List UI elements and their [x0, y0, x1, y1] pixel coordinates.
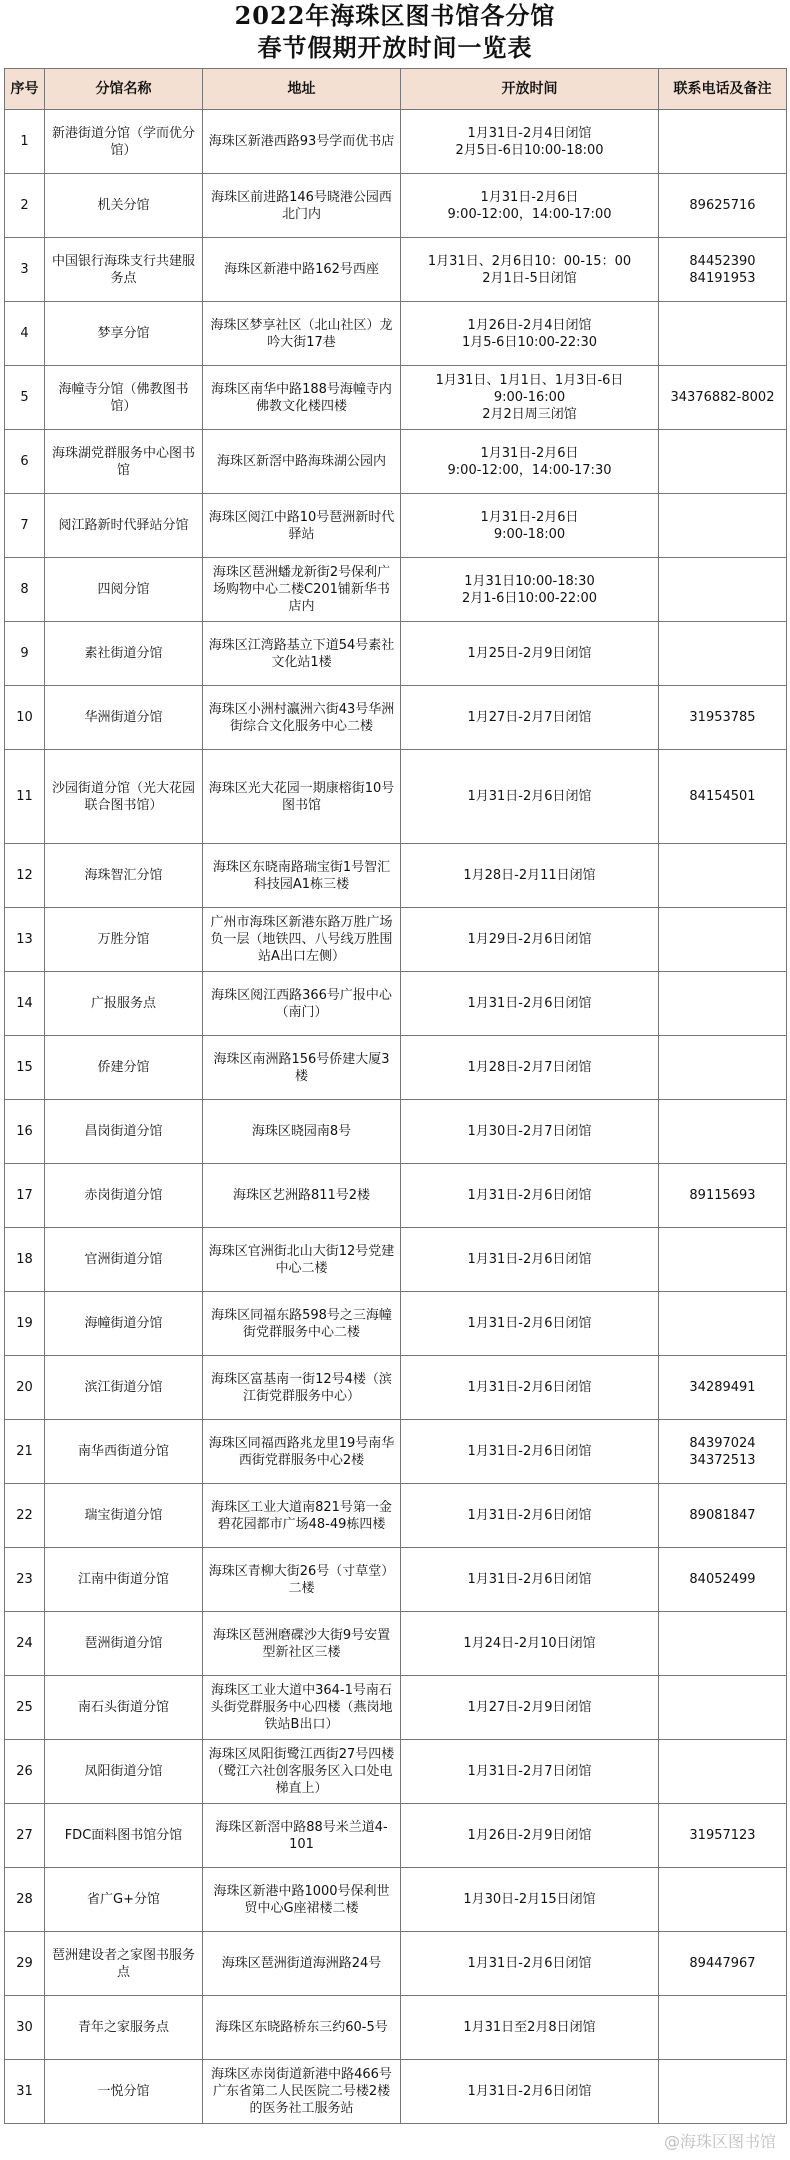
table-cell-name: 广报服务点	[45, 972, 203, 1036]
table-cell-no: 4	[5, 302, 45, 366]
table-row	[5, 1420, 787, 1484]
table-cell-hours: 1月31日-2月6日闭馆	[401, 1292, 659, 1356]
table-cell-address: 海珠区琶洲街道海洲路24号	[203, 1932, 401, 1996]
table-cell-no: 28	[5, 1868, 45, 1932]
table-cell-name: 海幢街道分馆	[45, 1292, 203, 1356]
table-cell-name: 江南中街道分馆	[45, 1548, 203, 1612]
table-cell-hours: 1月31日-2月6日闭馆	[401, 1356, 659, 1420]
table-row	[5, 1996, 787, 2060]
table-cell-hours: 1月31日-2月6日闭馆	[401, 1420, 659, 1484]
table-row	[5, 1292, 787, 1356]
table-cell-no: 23	[5, 1548, 45, 1612]
table-row	[5, 1100, 787, 1164]
table-cell-address: 海珠区赤岗街道新港中路466号广东省第二人民医院二号楼2楼的医务社工服务站	[203, 2060, 401, 2124]
table-cell-name: 昌岗街道分馆	[45, 1100, 203, 1164]
table-row	[5, 2060, 787, 2124]
table-cell-hours: 1月31日-2月6日闭馆	[401, 1164, 659, 1228]
table-cell-hours: 1月28日-2月7日闭馆	[401, 1036, 659, 1100]
table-cell-name: 省广G+分馆	[45, 1868, 203, 1932]
table-cell-no: 12	[5, 844, 45, 908]
table-cell-no: 20	[5, 1356, 45, 1420]
table-cell-hours: 1月31日至2月8日闭馆	[401, 1996, 659, 2060]
watermark: @海珠区图书馆	[663, 2132, 776, 2151]
table-cell-address: 海珠区官洲街北山大街12号党建中心二楼	[203, 1228, 401, 1292]
table-body	[5, 110, 787, 2124]
table-cell-address: 海珠区阅江中路10号琶洲新时代驿站	[203, 494, 401, 558]
table-cell-contact: 89081847	[659, 1484, 787, 1548]
table-cell-no: 29	[5, 1932, 45, 1996]
table-cell-contact	[659, 972, 787, 1036]
table-cell-contact: 34376882-8002	[659, 366, 787, 430]
table-cell-address: 海珠区南洲路156号侨建大厦3楼	[203, 1036, 401, 1100]
table-cell-name: 侨建分馆	[45, 1036, 203, 1100]
table-cell-hours: 1月31日-2月6日 9:00-18:00	[401, 494, 659, 558]
table-cell-no: 3	[5, 238, 45, 302]
table-cell-name: 素社街道分馆	[45, 622, 203, 686]
table-cell-contact	[659, 1036, 787, 1100]
table-cell-contact: 89115693	[659, 1164, 787, 1228]
table-cell-no: 19	[5, 1292, 45, 1356]
page-subtitle: 春节假期开放时间一览表	[257, 33, 533, 62]
table-cell-hours: 1月24日-2月10日闭馆	[401, 1612, 659, 1676]
table-cell-address: 海珠区富基南一街12号4楼（滨江街党群服务中心）	[203, 1356, 401, 1420]
table-cell-hours: 1月31日-2月4日闭馆 2月5日-6日10:00-18:00	[401, 110, 659, 174]
table-cell-no: 5	[5, 366, 45, 430]
table-cell-no: 10	[5, 686, 45, 750]
header-cell-name: 分馆名称	[45, 69, 203, 110]
table-cell-no: 13	[5, 908, 45, 972]
table-cell-address: 海珠区新港西路93号学而优书店	[203, 110, 401, 174]
table-row	[5, 1164, 787, 1228]
table-cell-name: 南华西街道分馆	[45, 1420, 203, 1484]
table-cell-no: 22	[5, 1484, 45, 1548]
table-row	[5, 1356, 787, 1420]
table-row	[5, 366, 787, 430]
table-row	[5, 1484, 787, 1548]
table-cell-no: 17	[5, 1164, 45, 1228]
table-cell-address: 海珠区新滘中路88号米兰道4-101	[203, 1804, 401, 1868]
table-cell-no: 18	[5, 1228, 45, 1292]
table-cell-hours: 1月27日-2月9日闭馆	[401, 1676, 659, 1740]
table-row	[5, 110, 787, 174]
table-cell-contact: 84052499	[659, 1548, 787, 1612]
table-row	[5, 1228, 787, 1292]
table-row	[5, 1804, 787, 1868]
table-cell-hours: 1月25日-2月9日闭馆	[401, 622, 659, 686]
table-cell-contact	[659, 1292, 787, 1356]
table-row	[5, 238, 787, 302]
table-cell-name: 华洲街道分馆	[45, 686, 203, 750]
table-cell-hours: 1月31日、1月1日、1月3日-6日 9:00-16:00 2月2日周三闭馆	[401, 366, 659, 430]
table-cell-address: 海珠区同福西路兆龙里19号南华西街党群服务中心2楼	[203, 1420, 401, 1484]
table-row	[5, 972, 787, 1036]
table-cell-hours: 1月26日-2月9日闭馆	[401, 1804, 659, 1868]
table-cell-address: 海珠区新港中路162号西座	[203, 238, 401, 302]
table-row	[5, 1036, 787, 1100]
table-cell-address: 海珠区新滘中路海珠湖公园内	[203, 430, 401, 494]
table-cell-name: 沙园街道分馆（光大花园联合图书馆）	[45, 750, 203, 844]
table-cell-no: 25	[5, 1676, 45, 1740]
table-cell-hours: 1月27日-2月7日闭馆	[401, 686, 659, 750]
table-cell-name: 青年之家服务点	[45, 1996, 203, 2060]
table-cell-name: 琶洲建设者之家图书服务点	[45, 1932, 203, 1996]
table-cell-no: 16	[5, 1100, 45, 1164]
table-cell-hours: 1月31日-2月6日 9:00-12:00，14:00-17:30	[401, 430, 659, 494]
table-cell-address: 海珠区光大花园一期康榕街10号图书馆	[203, 750, 401, 844]
table-cell-hours: 1月30日-2月15日闭馆	[401, 1868, 659, 1932]
table-cell-hours: 1月31日-2月6日闭馆	[401, 750, 659, 844]
header-cell-no: 序号	[5, 69, 45, 110]
table-cell-contact	[659, 844, 787, 908]
header-cell-address: 地址	[203, 69, 401, 110]
table-cell-address: 海珠区前进路146号晓港公园西北门内	[203, 174, 401, 238]
table-cell-address: 海珠区琶洲磨碟沙大街9号安置型新社区三楼	[203, 1612, 401, 1676]
table-cell-no: 6	[5, 430, 45, 494]
table-cell-name: 滨江街道分馆	[45, 1356, 203, 1420]
table-cell-name: 中国银行海珠支行共建服务点	[45, 238, 203, 302]
table-cell-no: 2	[5, 174, 45, 238]
table-cell-no: 15	[5, 1036, 45, 1100]
table-cell-name: 赤岗街道分馆	[45, 1164, 203, 1228]
table-cell-address: 海珠区凤阳街鹭江西街27号四楼（鹭江六社创客服务区入口处电梯直上）	[203, 1740, 401, 1804]
table-row	[5, 1932, 787, 1996]
table-row	[5, 844, 787, 908]
table-row	[5, 1548, 787, 1612]
table-cell-name: 一悦分馆	[45, 2060, 203, 2124]
table-cell-address: 海珠区南华中路188号海幢寺内佛教文化楼四楼	[203, 366, 401, 430]
table-cell-no: 7	[5, 494, 45, 558]
table-cell-address: 海珠区工业大道南821号第一金碧花园都市广场48-49栋四楼	[203, 1484, 401, 1548]
table-cell-hours: 1月31日-2月6日闭馆	[401, 972, 659, 1036]
table-cell-name: 南石头街道分馆	[45, 1676, 203, 1740]
table-cell-name: 瑞宝街道分馆	[45, 1484, 203, 1548]
table-cell-name: 阅江路新时代驿站分馆	[45, 494, 203, 558]
header-cell-hours: 开放时间	[401, 69, 659, 110]
table-cell-address: 广州市海珠区新港东路万胜广场负一层（地铁四、八号线万胜围站A出口左侧）	[203, 908, 401, 972]
table-cell-hours: 1月31日-2月6日闭馆	[401, 1548, 659, 1612]
table-cell-contact: 84452390 84191953	[659, 238, 787, 302]
table-cell-address: 海珠区东晓路桥东三约60-5号	[203, 1996, 401, 2060]
table-cell-name: 海幢寺分馆（佛教图书馆）	[45, 366, 203, 430]
table-cell-hours: 1月31日10:00-18:30 2月1-6日10:00-22:00	[401, 558, 659, 622]
table-cell-address: 海珠区工业大道中364-1号南石头街党群服务中心四楼（燕岗地铁站B出口）	[203, 1676, 401, 1740]
table-cell-name: 海珠湖党群服务中心图书馆	[45, 430, 203, 494]
table-cell-hours: 1月31日-2月6日闭馆	[401, 2060, 659, 2124]
table-cell-address: 海珠区青柳大街26号（寸草堂）二楼	[203, 1548, 401, 1612]
table-cell-name: 四阅分馆	[45, 558, 203, 622]
table-cell-contact	[659, 1996, 787, 2060]
table-cell-contact: 34289491	[659, 1356, 787, 1420]
table-cell-name: 官洲街道分馆	[45, 1228, 203, 1292]
table-row	[5, 494, 787, 558]
table-row	[5, 302, 787, 366]
table-cell-name: 万胜分馆	[45, 908, 203, 972]
table-cell-address: 海珠区阅江西路366号广报中心（南门）	[203, 972, 401, 1036]
table-row	[5, 558, 787, 622]
table-cell-contact	[659, 494, 787, 558]
table-row	[5, 750, 787, 844]
table-cell-hours: 1月31日、2月6日10：00-15：00 2月1日-5日闭馆	[401, 238, 659, 302]
table-cell-name: 梦享分馆	[45, 302, 203, 366]
table-cell-address: 海珠区晓园南8号	[203, 1100, 401, 1164]
table-cell-no: 24	[5, 1612, 45, 1676]
table-cell-hours: 1月26日-2月4日闭馆 1月5-6日10:00-22:30	[401, 302, 659, 366]
table-cell-no: 9	[5, 622, 45, 686]
table-cell-address: 海珠区东晓南路瑞宝街1号智汇科技园A1栋三楼	[203, 844, 401, 908]
header-cell-contact: 联系电话及备注	[659, 69, 787, 110]
table-cell-no: 31	[5, 2060, 45, 2124]
table-cell-address: 海珠区小洲村瀛洲六街43号华洲街综合文化服务中心二楼	[203, 686, 401, 750]
table-row	[5, 1740, 787, 1804]
table-cell-contact: 84154501	[659, 750, 787, 844]
table-cell-contact	[659, 110, 787, 174]
table-cell-contact	[659, 430, 787, 494]
table-cell-hours: 1月30日-2月7日闭馆	[401, 1100, 659, 1164]
table-cell-hours: 1月31日-2月7日闭馆	[401, 1740, 659, 1804]
table-cell-hours: 1月31日-2月6日闭馆	[401, 1484, 659, 1548]
table-cell-contact: 31957123	[659, 1804, 787, 1868]
table-cell-contact	[659, 1228, 787, 1292]
table-row	[5, 686, 787, 750]
table-cell-no: 11	[5, 750, 45, 844]
table-cell-address: 海珠区同福东路598号之三海幢街党群服务中心二楼	[203, 1292, 401, 1356]
page-title: 2022年海珠区图书馆各分馆	[234, 1, 556, 30]
table-cell-contact: 84397024 34372513	[659, 1420, 787, 1484]
table-cell-no: 8	[5, 558, 45, 622]
table-cell-name: 海珠智汇分馆	[45, 844, 203, 908]
table-cell-name: 新港街道分馆（学而优分馆）	[45, 110, 203, 174]
table-cell-no: 21	[5, 1420, 45, 1484]
table-cell-contact	[659, 558, 787, 622]
title-block	[0, 0, 790, 68]
table-cell-no: 30	[5, 1996, 45, 2060]
table-row	[5, 430, 787, 494]
table-cell-contact	[659, 302, 787, 366]
table-cell-no: 14	[5, 972, 45, 1036]
table-row	[5, 1612, 787, 1676]
table-cell-contact: 89447967	[659, 1932, 787, 1996]
table-cell-contact	[659, 2060, 787, 2124]
header-row	[5, 69, 787, 110]
table-row	[5, 1868, 787, 1932]
table-cell-hours: 1月31日-2月6日闭馆	[401, 1932, 659, 1996]
table-cell-contact	[659, 1612, 787, 1676]
table-cell-no: 27	[5, 1804, 45, 1868]
table-cell-address: 海珠区琶洲蟠龙新街2号保利广场购物中心二楼C201铺新华书店内	[203, 558, 401, 622]
table-cell-contact	[659, 1740, 787, 1804]
table-cell-name: FDC面料图书馆分馆	[45, 1804, 203, 1868]
table-cell-contact	[659, 1100, 787, 1164]
table-cell-contact: 89625716	[659, 174, 787, 238]
table-cell-address: 海珠区江湾路基立下道54号素社文化站1楼	[203, 622, 401, 686]
table-row	[5, 908, 787, 972]
table-cell-name: 机关分馆	[45, 174, 203, 238]
table-cell-name: 凤阳街道分馆	[45, 1740, 203, 1804]
table-cell-hours: 1月29日-2月6日闭馆	[401, 908, 659, 972]
table-cell-contact	[659, 1676, 787, 1740]
table-cell-name: 琶洲街道分馆	[45, 1612, 203, 1676]
table-row	[5, 1676, 787, 1740]
table-cell-contact	[659, 908, 787, 972]
table-cell-contact: 31953785	[659, 686, 787, 750]
table-cell-address: 海珠区梦享社区（北山社区）龙吟大街17巷	[203, 302, 401, 366]
table-cell-contact	[659, 622, 787, 686]
table-cell-contact	[659, 1868, 787, 1932]
table-cell-address: 海珠区新港中路1000号保利世贸中心G座裙楼二楼	[203, 1868, 401, 1932]
table-cell-hours: 1月28日-2月11日闭馆	[401, 844, 659, 908]
table-cell-no: 26	[5, 1740, 45, 1804]
schedule-table	[4, 68, 787, 2124]
table-cell-no: 1	[5, 110, 45, 174]
table-cell-hours: 1月31日-2月6日闭馆	[401, 1228, 659, 1292]
table-cell-address: 海珠区艺洲路811号2楼	[203, 1164, 401, 1228]
table-row	[5, 622, 787, 686]
table-cell-hours: 1月31日-2月6日 9:00-12:00，14:00-17:00	[401, 174, 659, 238]
table-row	[5, 174, 787, 238]
